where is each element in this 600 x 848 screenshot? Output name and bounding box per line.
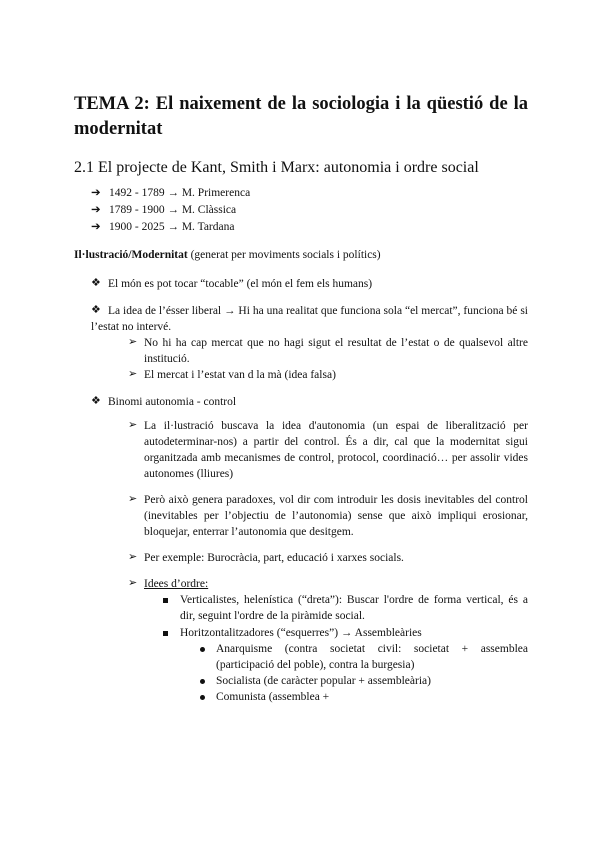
sub-bullet-item: No hi ha cap mercat que no hagi sigut el resultat de l’estat o de qualsevol altre institució. <box>144 337 528 365</box>
sub-bullet-item: Per exemple: Burocràcia, part, educació i xarxes socials. <box>144 552 404 564</box>
dot-bullet-icon <box>200 695 205 700</box>
arrowhead-bullet-icon: ➢ <box>128 493 138 505</box>
page-title: TEMA 2: El naixement de la sociologia i la qüestió de la modernitat <box>74 94 528 139</box>
sub-sub-bullet-item: Verticalistes, helenística (“dreta”): Buscar l'ordre de forma vertical, és a dir, seguint l'ordre de la piràmide social. <box>180 594 528 622</box>
arrowhead-bullet-icon: ➢ <box>128 368 138 380</box>
bullet-item: Binomi autonomia - control <box>108 396 237 408</box>
arrowhead-bullet-icon: ➢ <box>128 419 138 431</box>
section-subtitle: 2.1 El projecte de Kant, Smith i Marx: autonomia i ordre social <box>74 159 479 176</box>
dot-bullet-item: Comunista (assemblea + <box>216 691 330 703</box>
arrow-icon: ➔ <box>91 221 101 233</box>
sub-bullet-item: Però això genera paradoxes, vol dir com introduir les dosis inevitables del control (inevitables per l’objectiu de l’autonomia) sense que això impliqui erosionar, bloquejar, enterrar l’autonomia que desitgem. <box>144 494 528 538</box>
sub-bullet-item: Idees d’ordre: <box>144 578 209 590</box>
arrow-icon: ➔ <box>91 187 101 199</box>
dot-bullet-item: Socialista (de caràcter popular + assembleària) <box>216 675 431 687</box>
arrowhead-bullet-icon: ➢ <box>128 577 138 589</box>
square-bullet-icon <box>163 598 168 603</box>
dot-bullet-icon <box>200 679 205 684</box>
sub-bullet-item: El mercat i l’estat van d la mà (idea falsa) <box>144 369 336 381</box>
dot-bullet-item: Anarquisme (contra societat civil: societat + assemblea (participació del poble), contra la burgesia) <box>216 643 528 671</box>
sub-sub-bullet-item: Horitzontalitzadores (“esquerres”) → Assembleàries <box>180 627 422 639</box>
bullet-item: La idea de l’ésser liberal → Hi ha una realitat que funciona sola “el mercat”, funciona bé si l’estat no intervé. <box>91 305 528 333</box>
arrowhead-bullet-icon: ➢ <box>128 551 138 563</box>
diamond-bullet-icon: ❖ <box>91 304 101 316</box>
sub-bullet-item: La il·lustració buscava la idea d'autonomia (un espai de liberalització per autodeterminar-nos) a partir del control. És a dir, cal que la modernitat sigui organitzada amb mecanismes de control, protocol, coordinació… per assolir vides autonomes (lliures) <box>144 420 528 480</box>
diamond-bullet-icon: ❖ <box>91 395 101 407</box>
section-heading: Il·lustració/Modernitat (generat per moviments socials i polítics) <box>74 249 381 261</box>
list-item: ➔ 1492 - 1789 → M. Primerenca <box>91 185 250 202</box>
square-bullet-icon <box>163 631 168 636</box>
arrow-icon: ➔ <box>91 204 101 216</box>
list-item: ➔ 1789 - 1900 → M. Clàssica <box>91 202 250 219</box>
diamond-bullet-icon: ❖ <box>91 277 101 289</box>
list-item: ➔ 1900 - 2025 → M. Tardana <box>91 219 250 236</box>
bullet-item: El món es pot tocar “tocable” (el món el fem els humans) <box>108 278 373 290</box>
dot-bullet-icon <box>200 647 205 652</box>
period-list <box>91 185 250 236</box>
arrowhead-bullet-icon: ➢ <box>128 336 138 348</box>
